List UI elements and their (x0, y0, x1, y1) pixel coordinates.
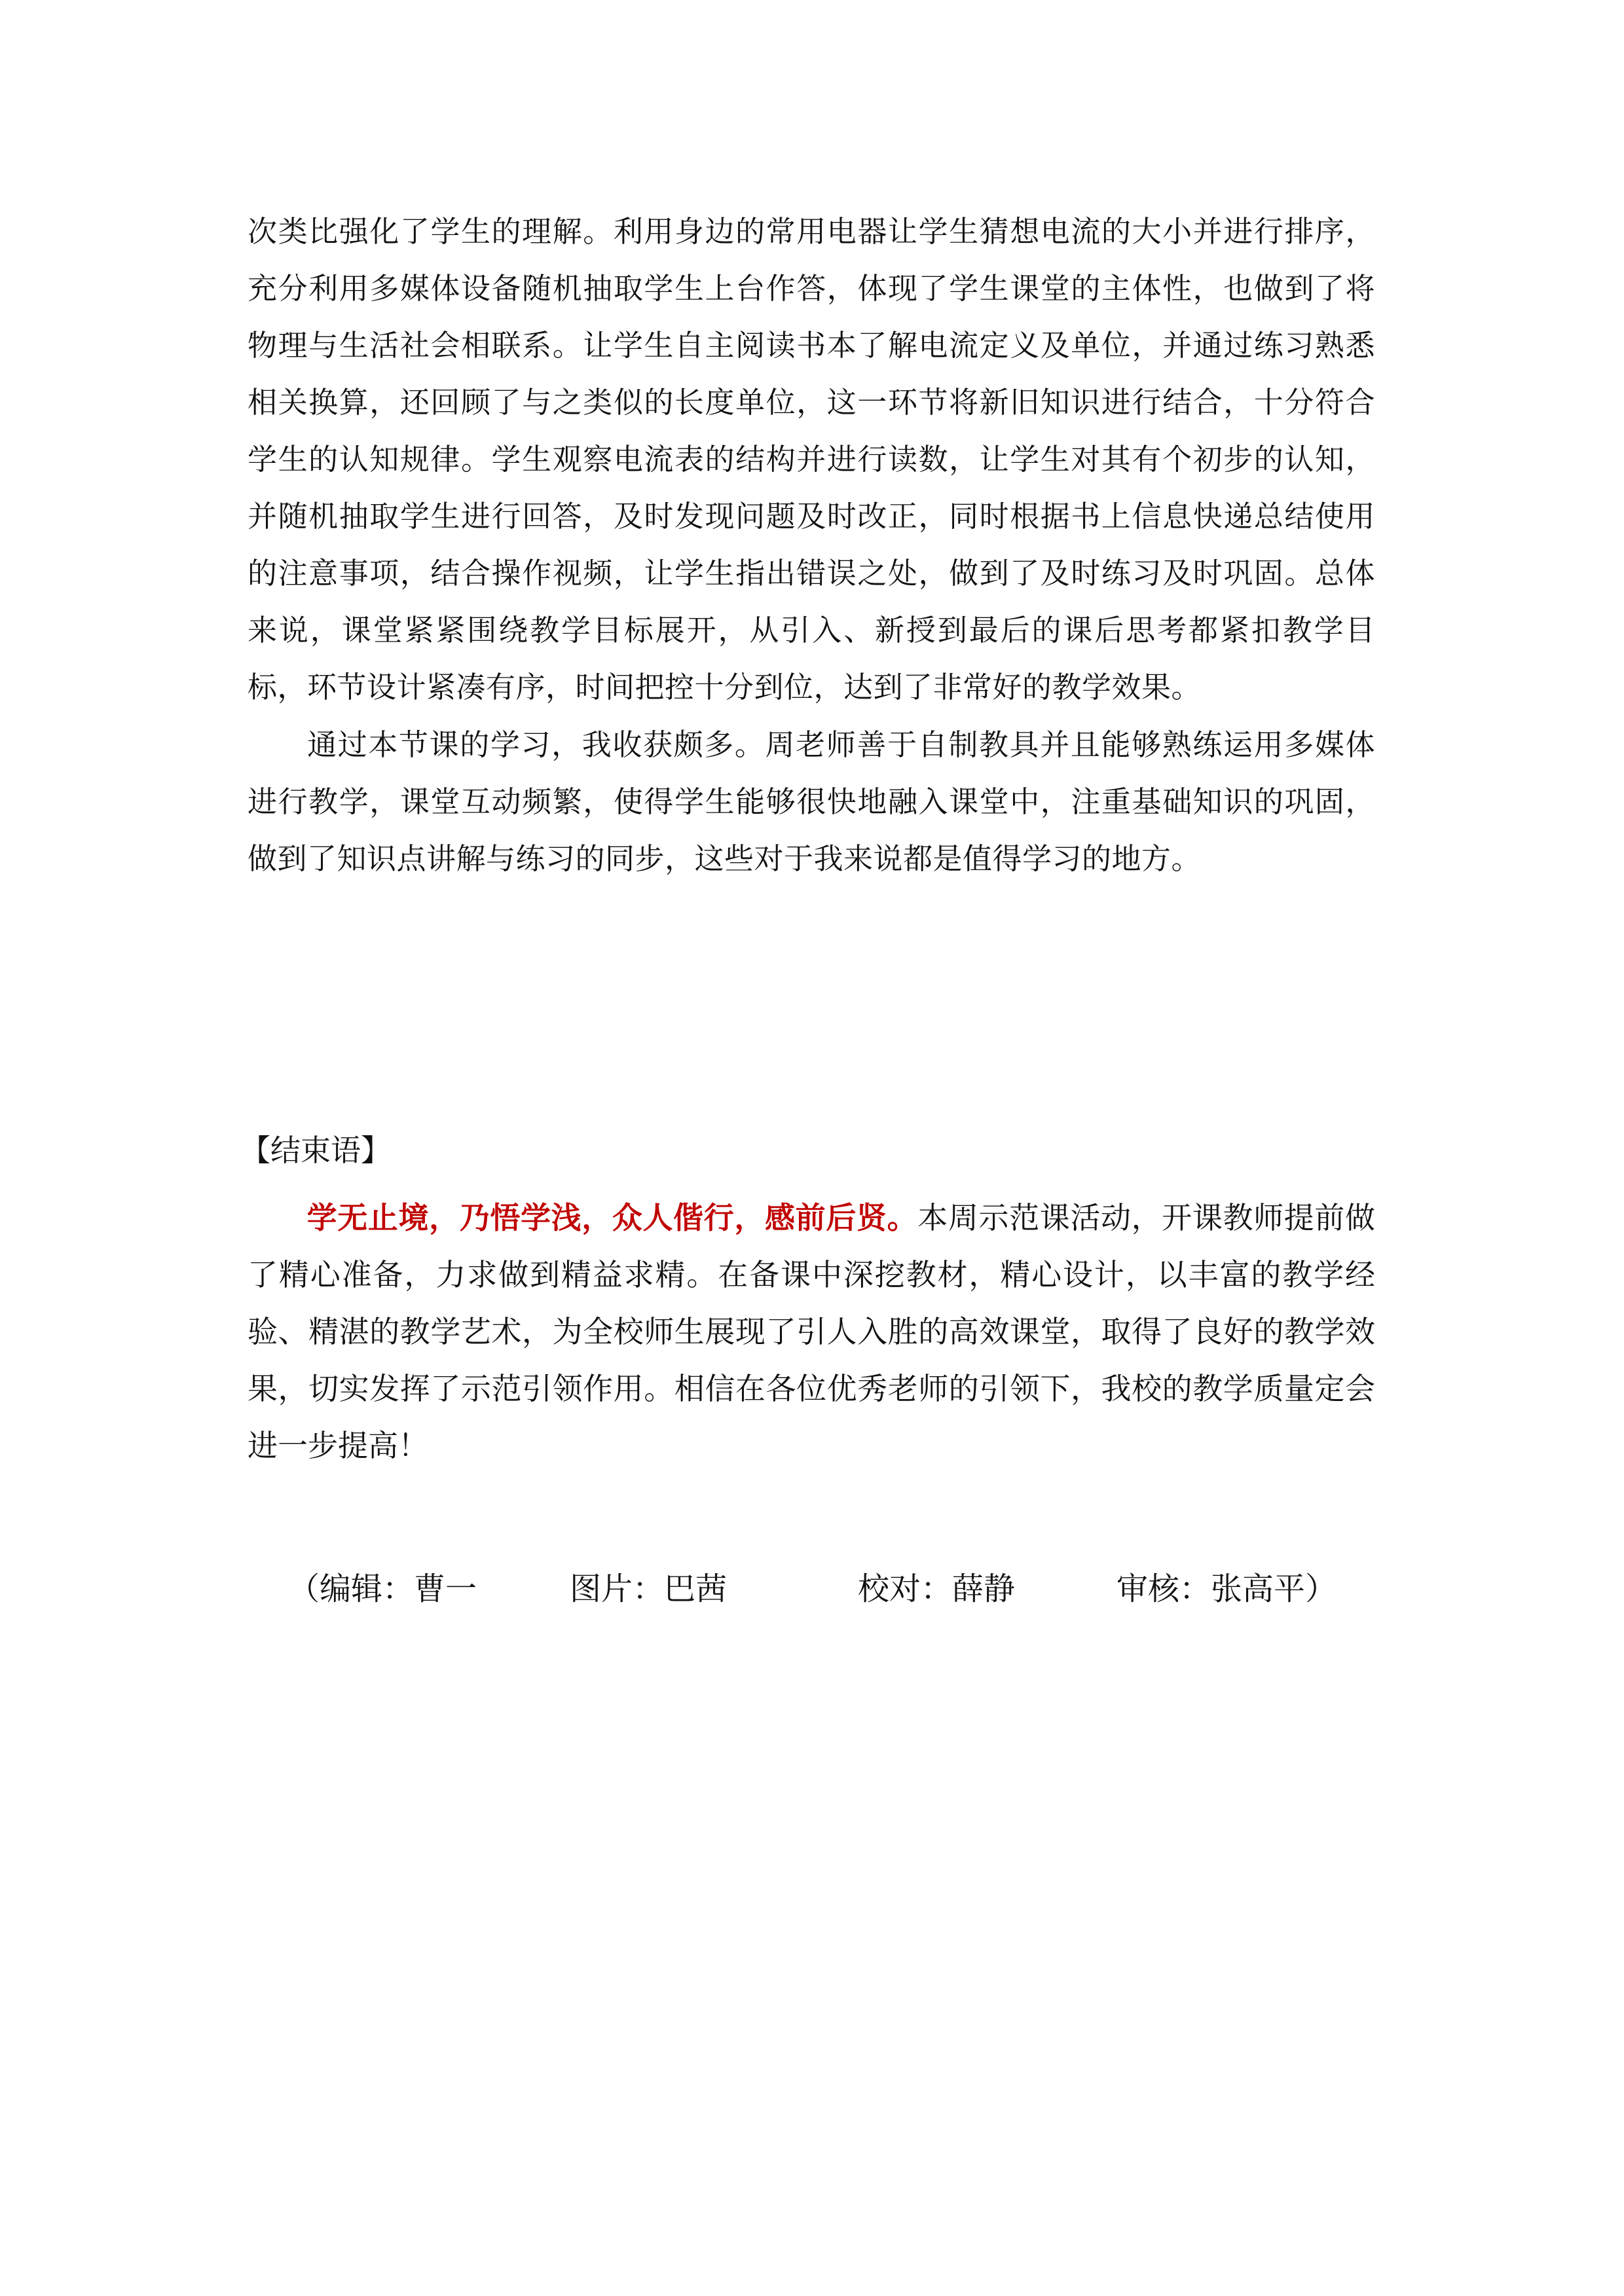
article-paragraph-2 (248, 716, 1375, 887)
closing-paragraph (248, 1190, 1375, 1474)
closing-highlight: 学无止境，乃悟学浅，众人偕行，感前后贤。 (306, 1200, 918, 1235)
article-paragraph-1 (248, 203, 1375, 716)
paragraph-text: 次类比强化了学生的理解。利用身边的常用电器让学生猜想电流的大小并进行排序，充分利用多媒体设备随机抽取学生上台作答，体现了学生课堂的主体性，也做到了将物理与生活社会相联系。让学生自主阅读书本了解电流定义及单位，并通过练习熟悉相关换算，还回顾了与之类似的长度单位，这一环节将新旧知识进行结合，十分符合学生的认知规律。学生观察电流表的结构并进行读数，让学生对其有个初步的认知，并随机抽取学生进行回答，及时发现问题及时改正，同时根据书上信息快递总结使用的注意事项，结合操作视频，让学生指出错误之处，做到了及时练习及时巩固。总体来说，课堂紧紧围绕教学目标展开，从引入、新授到最后的课后思考都紧扣教学目标，环节设计紧凑有序，时间把控十分到位，达到了非常好的教学效果。 (248, 214, 1375, 704)
closing-text: 本周示范课活动，开课教师提前做了精心准备，力求做到精益求精。在备课中深挖教材，精心设计，以丰富的教学经验、精湛的教学艺术，为全校师生展现了引人入胜的高效课堂，取得了良好的教学效果，切实发挥了示范引领作用。相信在各位优秀老师的引领下，我校的教学质量定会进一步提高！ (248, 1200, 1376, 1463)
closing-heading: 【结束语】 (240, 1133, 391, 1168)
credit-review: 审核：张高平） (1116, 1571, 1337, 1607)
credits-line (288, 1566, 1401, 1612)
paragraph-text: 通过本节课的学习，我收获颇多。周老师善于自制教具并且能够熟练运用多媒体进行教学，课堂互动频繁，使得学生能够很快地融入课堂中，注重基础知识的巩固，做到了知识点讲解与练习的同步，这些对于我来说都是值得学习的地方。 (248, 727, 1375, 876)
credit-photos: 图片：巴茜 (570, 1571, 728, 1607)
credit-editor: （编辑：曹一 (288, 1571, 477, 1607)
credit-proofread: 校对：薛静 (858, 1571, 1016, 1607)
